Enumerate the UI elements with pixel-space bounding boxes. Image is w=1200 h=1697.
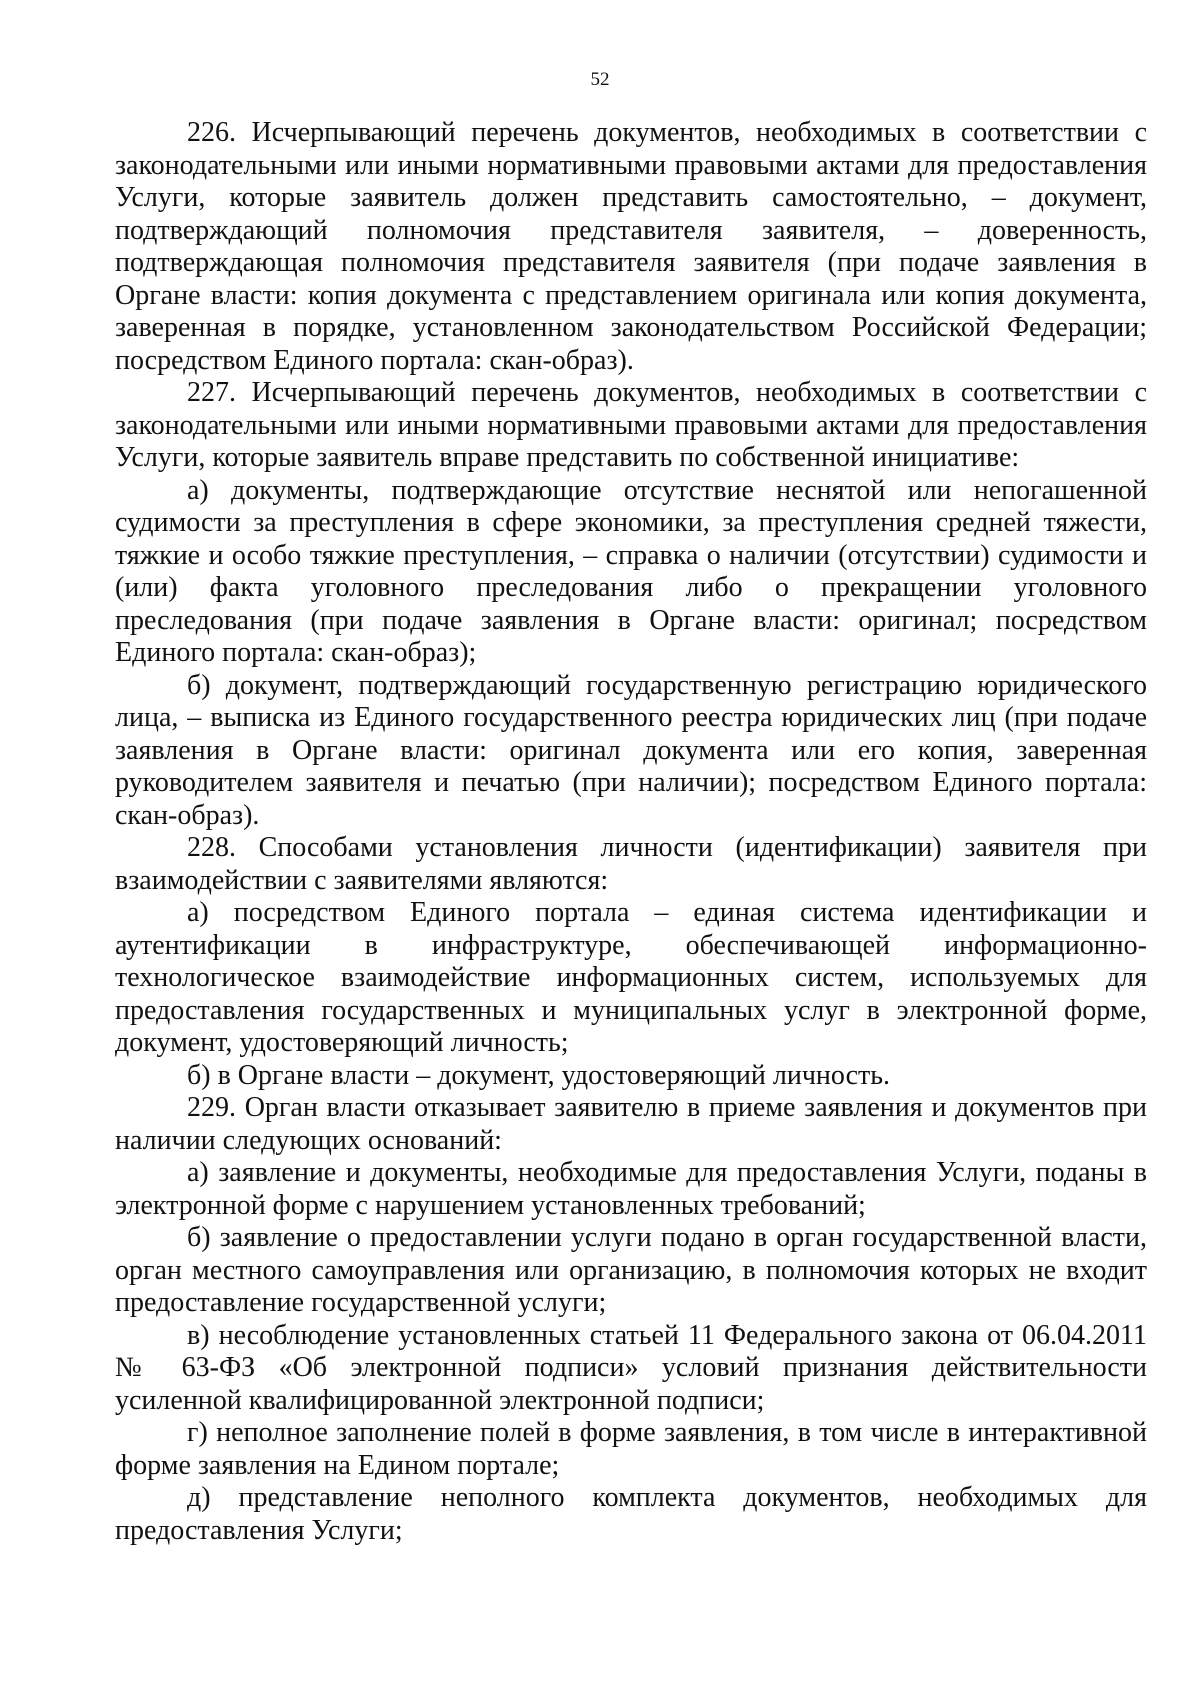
paragraph-226: 226. Исчерпывающий перечень документов, необходимых в соответствии с законодательными или иными нормативными правовыми актами для предоставления Услуги, которые заявитель должен представить самостоятельно, – документ, подтверждающий полномочия представителя заявителя, – доверенность, подтверждающая полномочия представителя заявителя (при подаче заявления в Органе власти: копия документа с представлением оригинала или копия документа, заверенная в порядке, установленном законодательством Российской Федерации; посредством Единого портала: скан-образ). [115, 117, 1147, 376]
paragraph-227-item-a: а) документы, подтверждающие отсутствие неснятой или непогашенной судимости за преступления в сфере экономики, за преступления средней тяжести, тяжкие и особо тяжкие преступления, – справка о наличии (отсутствии) судимости и (или) факта уголовного преследования либо о прекращении уголовного преследования (при подаче заявления в Органе власти: оригинал; посредством Единого портала: скан-образ); [115, 474, 1147, 668]
paragraph-229-item-g: г) неполное заполнение полей в форме заявления, в том числе в интерактивной форме заявления на Едином портале; [115, 1417, 1147, 1481]
paragraph-229: 229. Орган власти отказывает заявителю в приеме заявления и документов при наличии следующих оснований: [115, 1092, 1147, 1156]
paragraph-227-item-b: б) документ, подтверждающий государственную регистрацию юридического лица, – выписка из Единого государственного реестра юридических лиц (при подаче заявления в Органе власти: оригинал документа или его копия, заверенная руководителем заявителя и печатью (при наличии); посредством Единого портала: скан-образ). [115, 669, 1147, 831]
paragraph-229-item-b: б) заявление о предоставлении услуги подано в орган государственной власти, орган местного самоуправления или организацию, в полномочия которых не входит предоставление государственной услуги; [115, 1222, 1147, 1318]
paragraph-228-item-a: а) посредством Единого портала – единая система идентификации и аутентификации в инфраструктуре, обеспечивающей информационно-технологическое взаимодействие информационных систем, используемых для предоставления государственных и муниципальных услуг в электронной форме, документ, удостоверяющий личность; [115, 897, 1147, 1058]
paragraph-228: 228. Способами установления личности (идентификации) заявителя при взаимодействии с заявителями являются: [115, 832, 1147, 896]
document-body [115, 117, 1147, 1547]
paragraph-229-item-v: в) несоблюдение установленных статьей 11 Федерального закона от 06.04.2011 № 63-ФЗ «Об электронной подписи» условий признания действительности усиленной квалифицированной электронной подписи; [115, 1319, 1147, 1416]
paragraph-229-item-a: а) заявление и документы, необходимые для предоставления Услуги, поданы в электронной форме с нарушением установленных требований; [115, 1157, 1147, 1221]
page-number: 52 [590, 69, 610, 90]
paragraph-228-item-b: б) в Органе власти – документ, удостоверяющий личность. [187, 1059, 891, 1091]
paragraph-229-item-d: д) представление неполного комплекта документов, необходимых для предоставления Услуги; [115, 1482, 1147, 1546]
paragraph-227: 227. Исчерпывающий перечень документов, необходимых в соответствии с законодательными или иными нормативными правовыми актами для предоставления Услуги, которые заявитель вправе представить по собственной инициативе: [115, 377, 1147, 473]
